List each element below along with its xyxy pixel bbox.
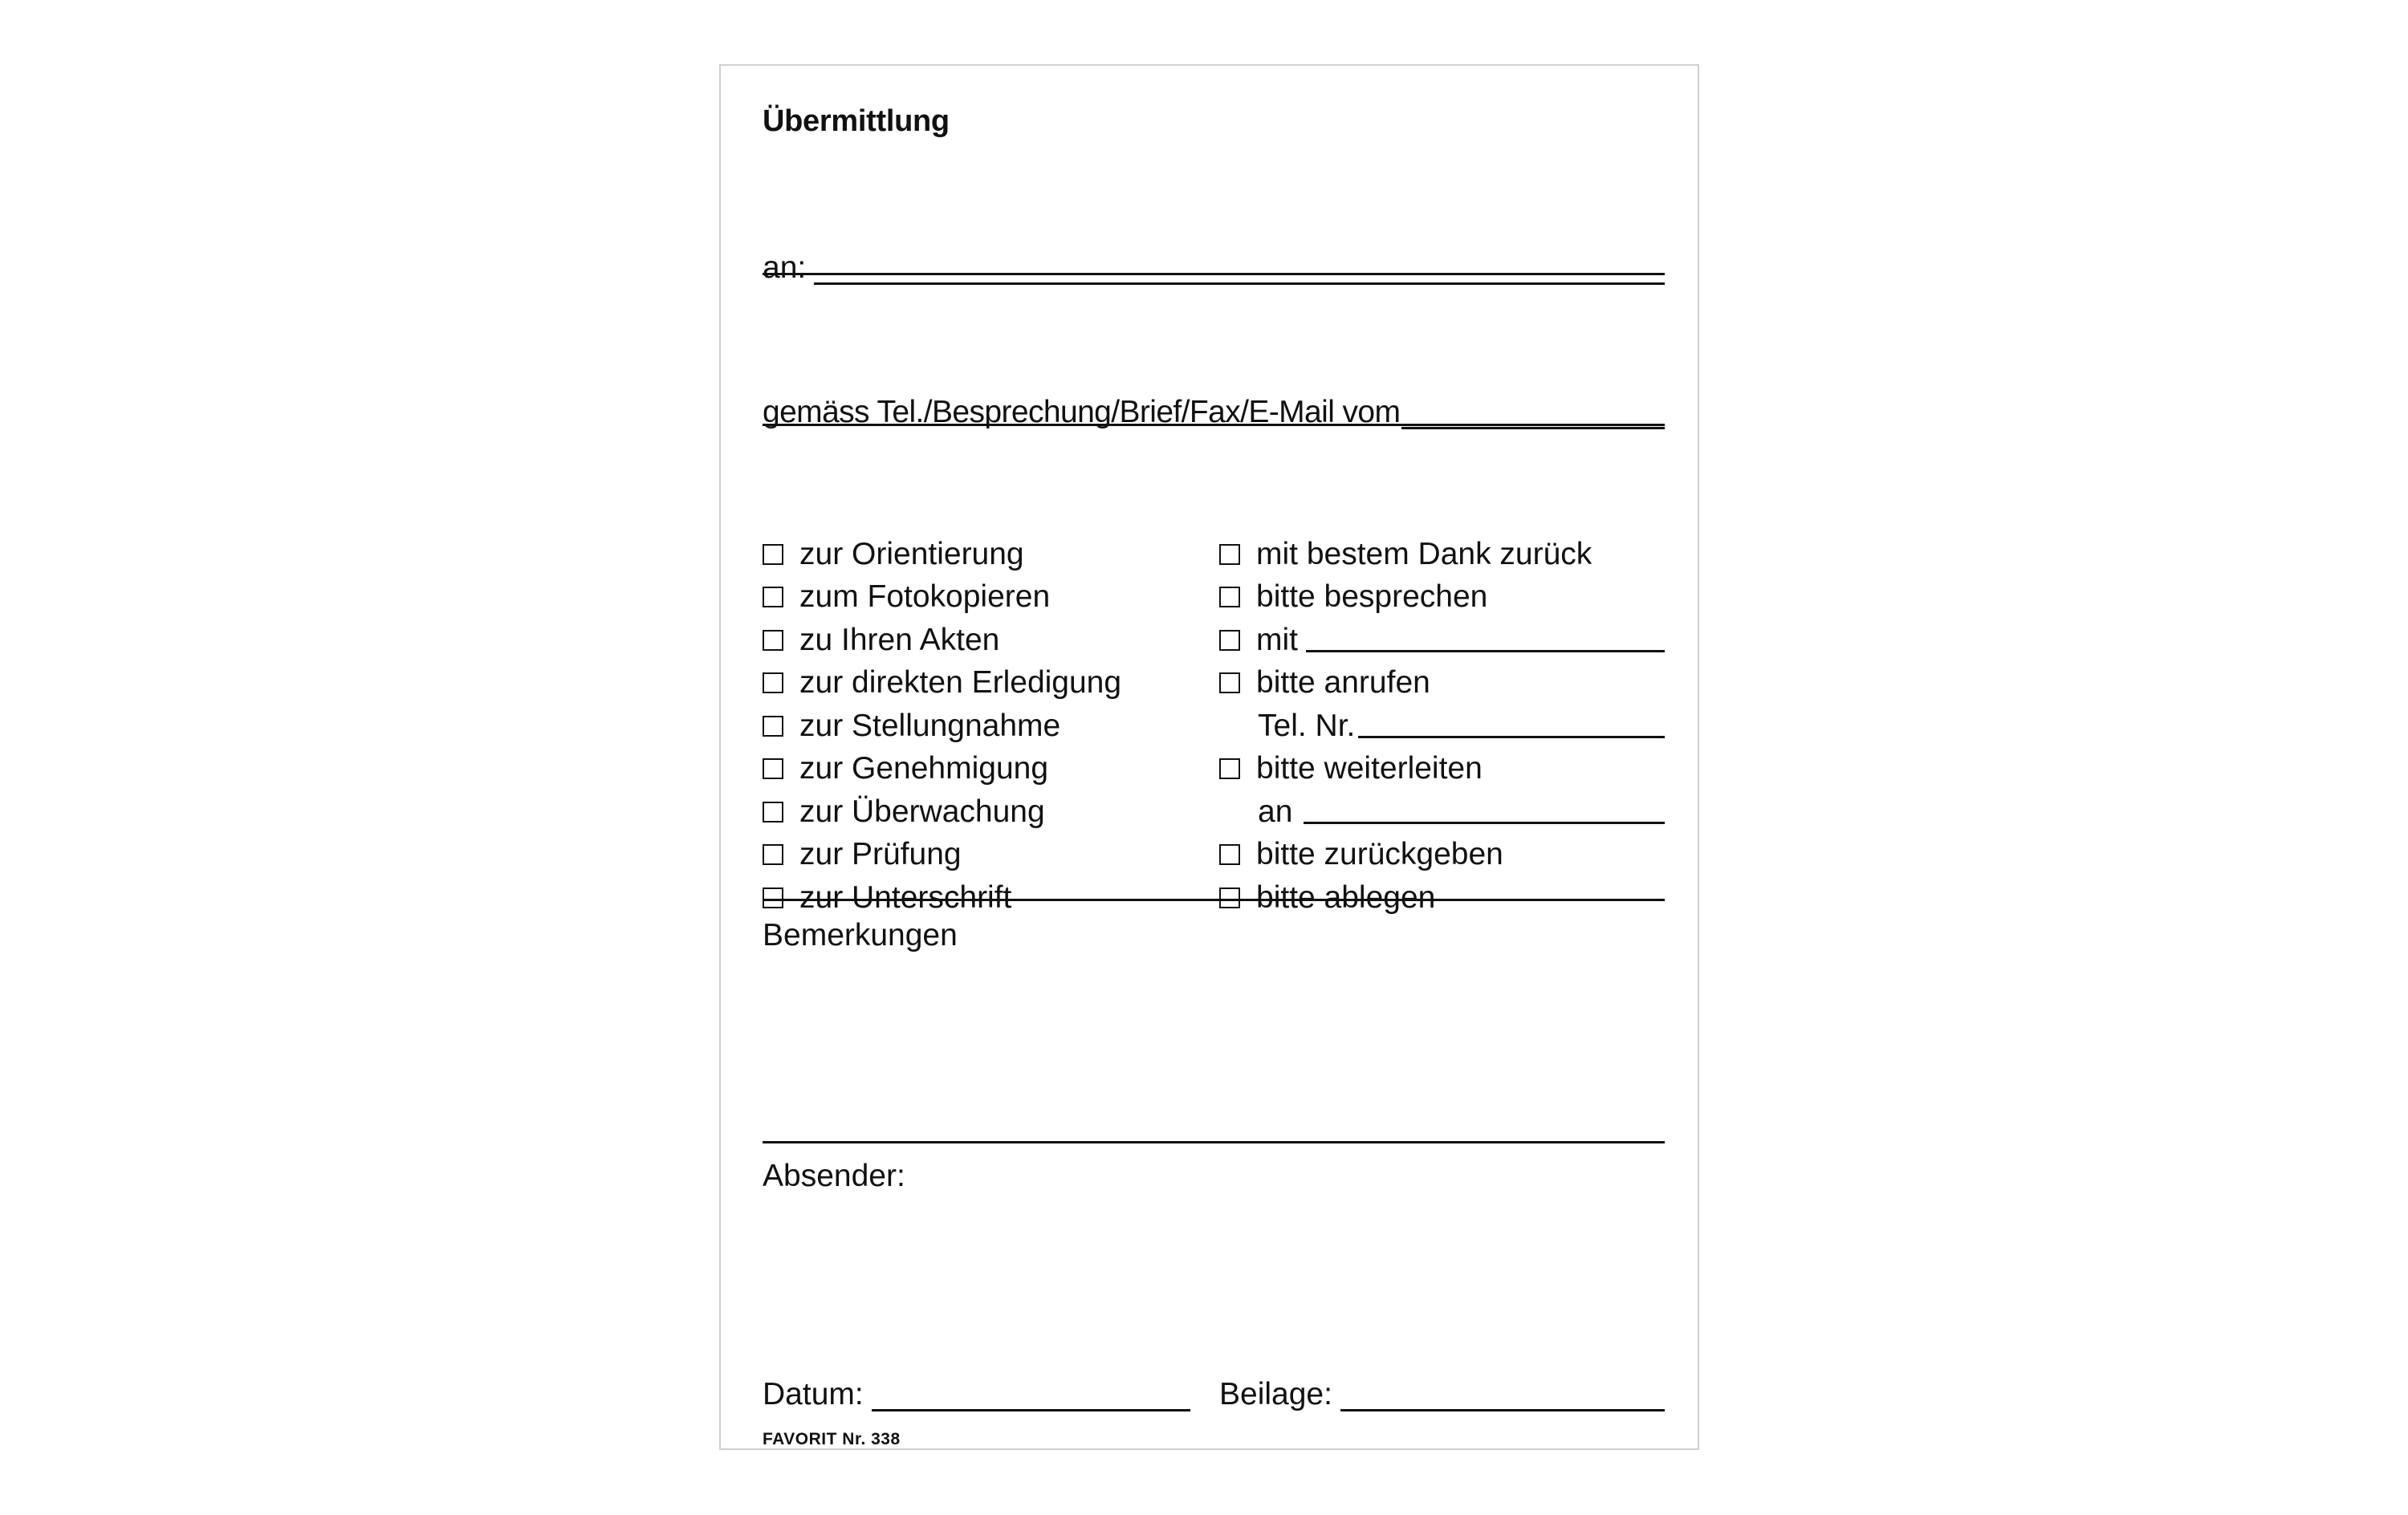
options-divider [763,899,1665,901]
option-file[interactable] [1219,876,1665,920]
checkbox-icon[interactable] [1219,672,1240,693]
reference-date-line[interactable] [1401,426,1665,429]
option-label: mit bestem Dank zurück [1256,536,1592,571]
option-label: zur Stellungnahme [799,708,1061,743]
recipient-line[interactable] [814,282,1665,285]
checkbox-icon[interactable] [763,716,783,737]
option-monitoring[interactable] [763,790,1196,834]
left-options [763,533,1196,920]
transmittal-form [719,64,1699,1450]
enclosure-field[interactable] [1219,1379,1665,1410]
form-title: Übermittlung [763,104,950,138]
checkbox-icon[interactable] [763,802,783,822]
phone-number-field[interactable] [1219,705,1665,748]
option-signature[interactable] [763,876,1196,920]
forward-to-field[interactable] [1219,790,1665,834]
option-review[interactable] [763,834,1196,877]
date-field[interactable] [763,1379,1190,1410]
phone-line[interactable] [1358,735,1665,738]
forward-to-label: an [1258,794,1293,829]
option-approval[interactable] [763,748,1196,791]
recipient-field[interactable] [763,252,1665,283]
recipient-label: an: [763,250,807,285]
reference-label: gemäss Tel./Besprechung/Brief/Fax/E-Mail vom [763,395,1401,429]
phone-label: Tel. Nr. [1258,708,1356,743]
right-options [1219,533,1665,920]
option-call[interactable] [1219,662,1665,705]
with-line[interactable] [1306,649,1665,652]
checkbox-icon[interactable] [763,758,783,779]
option-label: zur Unterschrift [799,879,1012,915]
option-label: bitte anrufen [1256,665,1430,701]
option-label: bitte weiterleiten [1256,751,1483,786]
remarks-label: Bemerkungen [763,918,958,952]
enclosure-label: Beilage: [1219,1377,1332,1411]
option-label: zur Überwachung [799,794,1045,829]
option-your-files[interactable] [763,619,1196,662]
forward-to-line[interactable] [1304,821,1665,824]
option-statement[interactable] [763,705,1196,748]
remarks-area[interactable] [763,957,1665,1133]
option-return[interactable] [1219,834,1665,877]
option-label: zu Ihren Akten [799,622,1000,657]
checkbox-icon[interactable] [763,544,783,565]
sender-area[interactable] [763,1197,1665,1358]
option-label: bitte besprechen [1256,579,1488,615]
option-label: zum Fotokopieren [799,579,1051,615]
date-line[interactable] [872,1408,1190,1411]
option-label: zur direkten Erledigung [799,665,1122,701]
option-label: bitte ablegen [1256,879,1436,915]
form-code: FAVORIT Nr. 338 [763,1430,901,1448]
checkbox-icon[interactable] [1219,587,1240,607]
option-label: zur Prüfung [799,837,962,872]
option-orientation[interactable] [763,533,1196,576]
recipient-line-2[interactable] [763,273,1665,275]
checkbox-icon[interactable] [1219,844,1240,865]
checkbox-icon[interactable] [763,844,783,865]
sender-label: Absender: [763,1159,905,1193]
option-label: zur Orientierung [799,536,1024,571]
date-label: Datum: [763,1377,864,1411]
enclosure-line[interactable] [1340,1408,1665,1411]
checkbox-icon[interactable] [1219,544,1240,565]
checkbox-icon[interactable] [1219,887,1240,908]
checkbox-icon[interactable] [1219,630,1240,651]
reference-line-2[interactable] [763,424,1665,426]
option-label: bitte zurückgeben [1256,837,1503,872]
option-with[interactable] [1219,619,1665,662]
checkbox-icon[interactable] [763,587,783,607]
checkbox-icon[interactable] [763,672,783,693]
option-photocopy[interactable] [763,576,1196,619]
option-discuss[interactable] [1219,576,1665,619]
option-label: zur Genehmigung [799,751,1049,786]
checkbox-icon[interactable] [763,887,783,908]
option-direct-handling[interactable] [763,662,1196,705]
option-thanks-back[interactable] [1219,533,1665,576]
option-forward[interactable] [1219,748,1665,791]
checkbox-icon[interactable] [763,630,783,651]
remarks-divider [763,1141,1665,1143]
option-label: mit [1256,622,1298,657]
checkbox-icon[interactable] [1219,758,1240,779]
